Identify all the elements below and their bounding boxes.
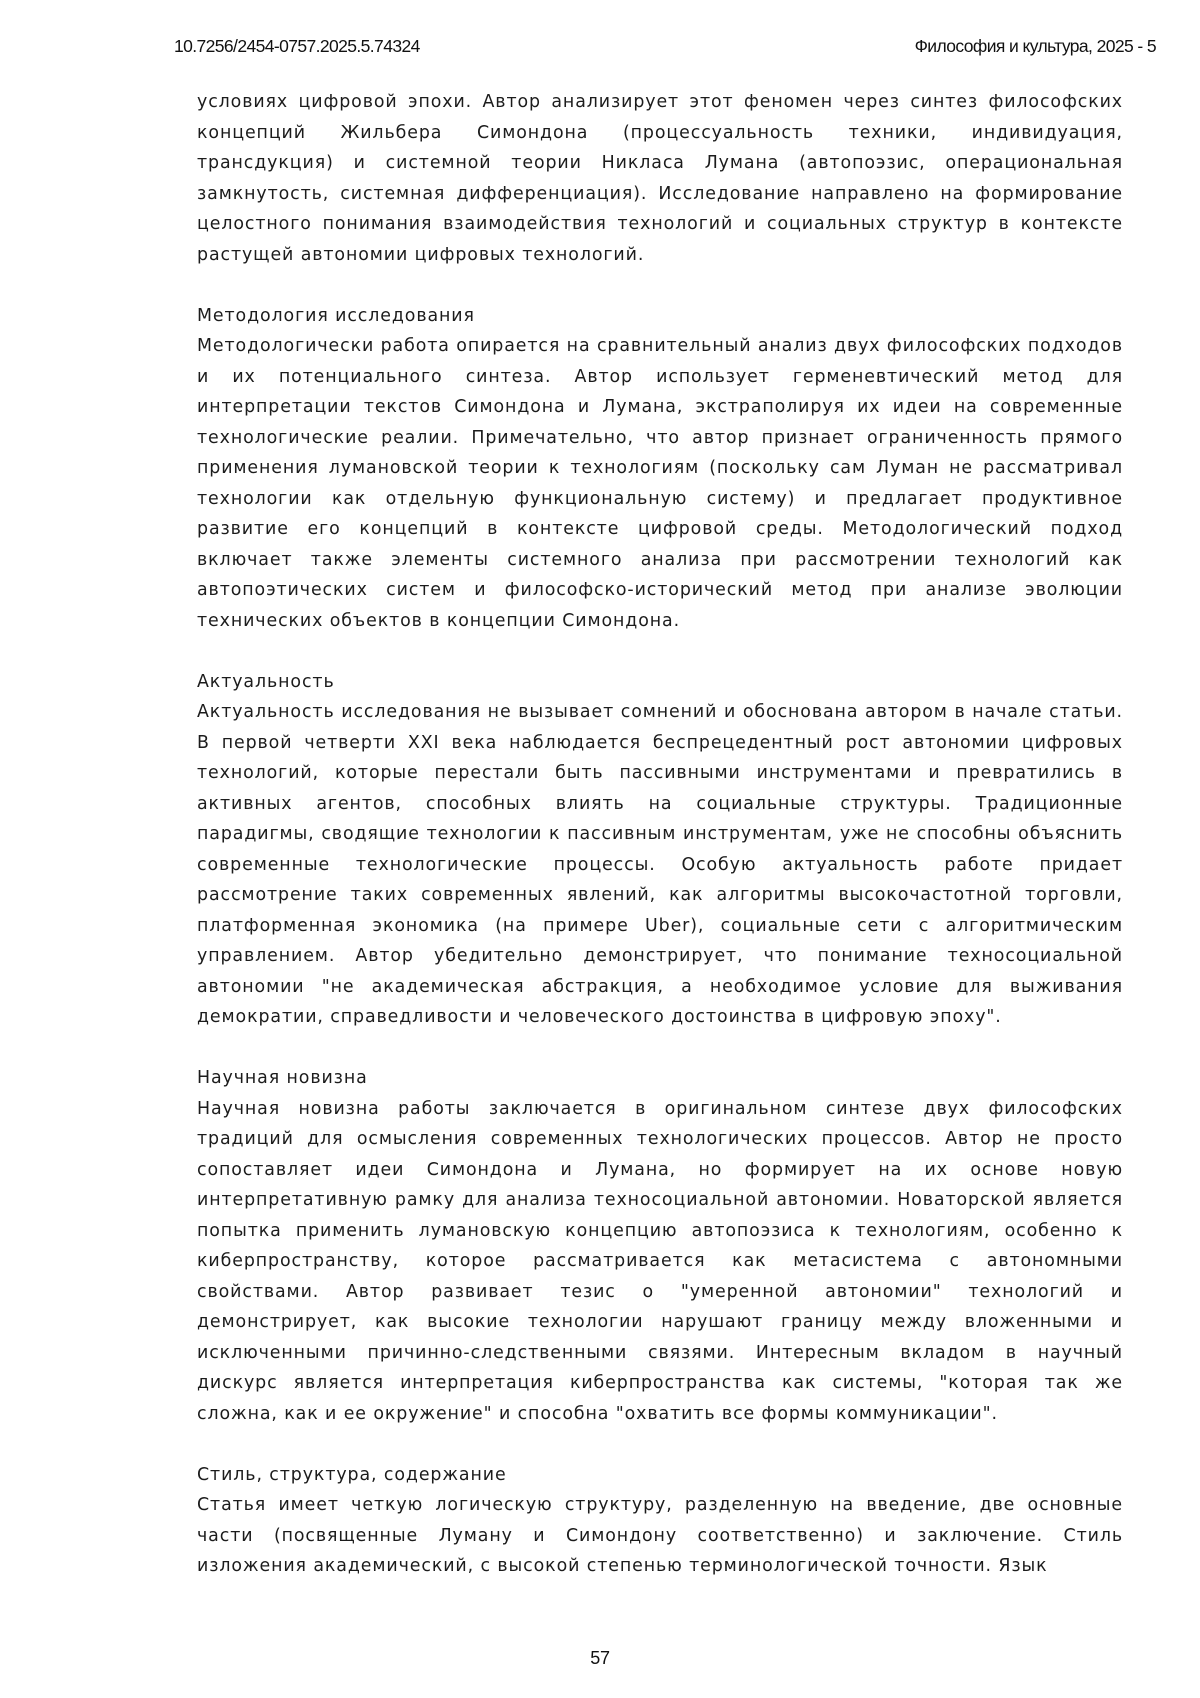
section-style <box>197 1460 1123 1582</box>
section-text: Методологически работа опирается на сравнительный анализ двух философских подходов и их потенциального синтеза. Автор использует герменевтический метод для интерпретации текстов Симондона и Лумана, экстраполируя их идеи на современные технологические реалии. Примечательно, что автор признает ограниченность прямого применения лумановской теории к технологиям (поскольку сам Луман не рассматривал технологии как отдельную функциональную систему) и предлагает продуктивное развитие его концепций в контексте цифровой среды. Методологический подход включает также элементы системного анализа при рассмотрении технологий как автопоэтических систем и философско-исторический метод при анализе эволюции технических объектов в концепции Симондона. <box>197 331 1123 636</box>
section-heading: Методология исследования <box>197 301 1123 332</box>
section-heading: Научная новизна <box>197 1063 1123 1094</box>
journal-title: Философия и культура, 2025 - 5 <box>915 36 1156 57</box>
section-heading: Актуальность <box>197 667 1123 698</box>
article-body <box>197 87 1123 1582</box>
section-text: Научная новизна работы заключается в оригинальном синтезе двух философских традиций для осмысления современных технологических процессов. Автор не просто сопоставляет идеи Симондона и Лумана, но формирует на их основе новую интерпретативную рамку для анализа техносоциальной автономии. Новаторской является попытка применить лумановскую концепцию автопоэзиса к технологиям, особенно к киберпространству, которое рассматривается как метасистема с автономными свойствами. Автор развивает тезис о "умеренной автономии" технологий и демонстрирует, как высокие технологии нарушают границу между вложенными и исключенными причинно-следственными связями. Интересным вкладом в научный дискурс является интерпретация киберпространства как системы, "которая так же сложна, как и ее окружение" и способна "охватить все формы коммуникации". <box>197 1094 1123 1430</box>
section-text: Актуальность исследования не вызывает сомнений и обоснована автором в начале статьи. В первой четверти XXI века наблюдается беспрецедентный рост автономии цифровых технологий, которые перестали быть пассивными инструментами и превратились в активных агентов, способных влиять на социальные структуры. Традиционные парадигмы, сводящие технологии к пассивным инструментам, уже не способны объяснить современные технологические процессы. Особую актуальность работе придает рассмотрение таких современных явлений, как алгоритмы высокочастотной торговли, платформенная экономика (на примере Uber), социальные сети с алгоритмическим управлением. Автор убедительно демонстрирует, что понимание техносоциальной автономии "не академическая абстракция, а необходимое условие для выживания демократии, справедливости и человеческого достоинства в цифровую эпоху". <box>197 697 1123 1033</box>
section-methodology <box>197 301 1123 637</box>
section-heading: Стиль, структура, содержание <box>197 1460 1123 1491</box>
section-novelty <box>197 1063 1123 1429</box>
section-text: Статья имеет четкую логическую структуру, разделенную на введение, две основные части (посвященные Луману и Симондону соответственно) и заключение. Стиль изложения академический, с высокой степенью терминологической точности. Язык <box>197 1490 1123 1582</box>
section-relevance <box>197 667 1123 1033</box>
doi-label: 10.7256/2454-0757.2025.5.74324 <box>174 36 420 57</box>
running-header <box>174 36 1156 60</box>
page-number: 57 <box>0 1648 1200 1669</box>
intro-paragraph: условиях цифровой эпохи. Автор анализирует этот феномен через синтез философских концепций Жильбера Симондона (процессуальность техники, индивидуация, трансдукция) и системной теории Никласа Лумана (автопоэзис, операциональная замкнутость, системная дифференциация). Исследование направлено на формирование целостного понимания взаимодействия технологий и социальных структур в контексте растущей автономии цифровых технологий. <box>197 87 1123 270</box>
